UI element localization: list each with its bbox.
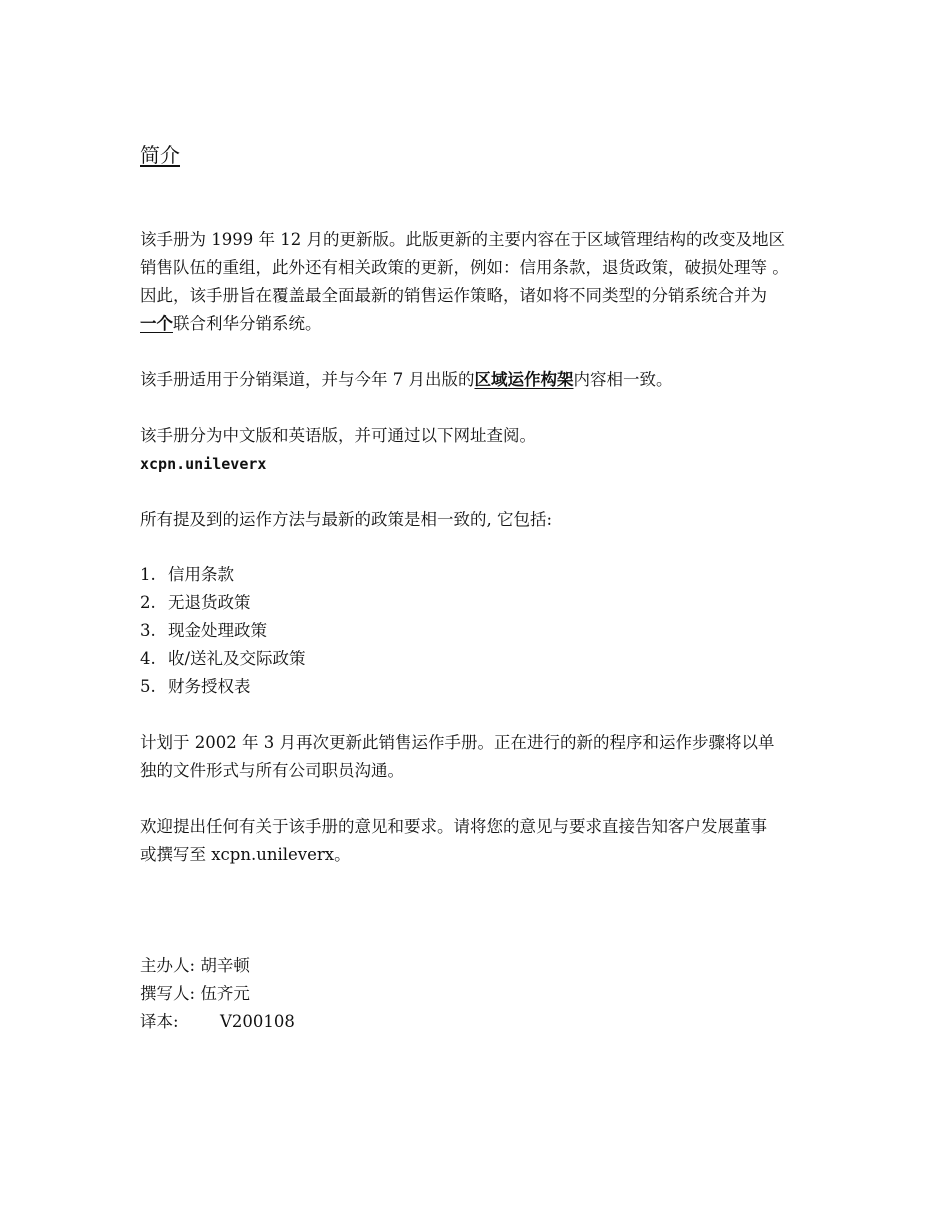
credit-row xyxy=(140,980,870,1008)
intro-emphasis: 一个 xyxy=(140,314,173,333)
feedback-line: 或撰写至 xcpn.unileverx。 xyxy=(140,845,351,864)
consistency-line: 所有提及到的运作方法与最新的政策是相一致的, 它包括: xyxy=(140,510,553,529)
credit-row xyxy=(140,952,870,980)
list-label: 信用条款 xyxy=(168,565,234,584)
versions-paragraph xyxy=(140,422,870,478)
consistency-paragraph xyxy=(140,506,870,534)
url-text: xcpn.unileverx xyxy=(140,455,267,473)
credit-label: 撰写人: xyxy=(140,984,196,1003)
plan-line: 独的文件形式与所有公司职员沟通。 xyxy=(140,761,404,780)
scope-text-after: 内容相一致。 xyxy=(573,370,673,389)
scope-line xyxy=(140,366,870,394)
credit-value: 伍齐元 xyxy=(200,984,250,1003)
credit-row xyxy=(140,1008,870,1036)
feedback-line: 欢迎提出任何有关于该手册的意见和要求。请将您的意见与要求直接告知客户发展董事 xyxy=(140,817,767,836)
feedback-paragraph xyxy=(140,813,870,869)
credit-label: 译本: xyxy=(140,1012,179,1031)
plan-line: 计划于 2002 年 3 月再次更新此销售运作手册。正在进行的新的程序和运作步骤将以单 xyxy=(140,733,775,752)
intro-line: 销售队伍的重组，此外还有相关政策的更新，例如：信用条款，退货政策，破损处理等 。 xyxy=(140,258,789,277)
intro-line: 因此，该手册旨在覆盖最全面最新的销售运作策略，诸如将不同类型的分销系统合并为 xyxy=(140,286,767,305)
list-label: 无退货政策 xyxy=(168,593,251,612)
list-label: 财务授权表 xyxy=(168,677,251,696)
scope-paragraph xyxy=(140,366,870,394)
scope-emphasis-link: 区域运作构架 xyxy=(474,370,574,389)
list-label: 现金处理政策 xyxy=(168,621,267,640)
scope-text-before: 该手册适用于分销渠道，并与今年 7 月出版的 xyxy=(140,370,475,389)
list-item xyxy=(140,673,870,701)
list-number: 4. xyxy=(140,649,156,668)
list-number: 3. xyxy=(140,621,156,640)
list-label: 收/送礼及交际政策 xyxy=(168,649,306,668)
credit-value: V200108 xyxy=(220,1012,295,1031)
list-item xyxy=(140,561,870,589)
intro-line: 该手册为 1999 年 12 月的更新版。此版更新的主要内容在于区域管理结构的改变及地区 xyxy=(140,230,785,249)
intro-line xyxy=(140,310,870,338)
list-number: 1. xyxy=(140,565,156,584)
versions-line: 该手册分为中文版和英语版，并可通过以下网址查阅。 xyxy=(140,426,536,445)
list-item xyxy=(140,645,870,673)
list-item xyxy=(140,589,870,617)
page-title: 简介 xyxy=(140,143,180,167)
credit-label: 主办人: xyxy=(140,956,196,975)
list-number: 5. xyxy=(140,677,156,696)
intro-paragraph xyxy=(140,226,870,338)
policy-list xyxy=(140,561,870,701)
plan-paragraph xyxy=(140,729,870,785)
credits-block xyxy=(140,952,870,1036)
list-number: 2. xyxy=(140,593,156,612)
list-item xyxy=(140,617,870,645)
credit-value: 胡辛顿 xyxy=(200,956,250,975)
intro-line-rest: 联合利华分销系统。 xyxy=(173,314,322,333)
versions-url-line xyxy=(140,450,870,478)
